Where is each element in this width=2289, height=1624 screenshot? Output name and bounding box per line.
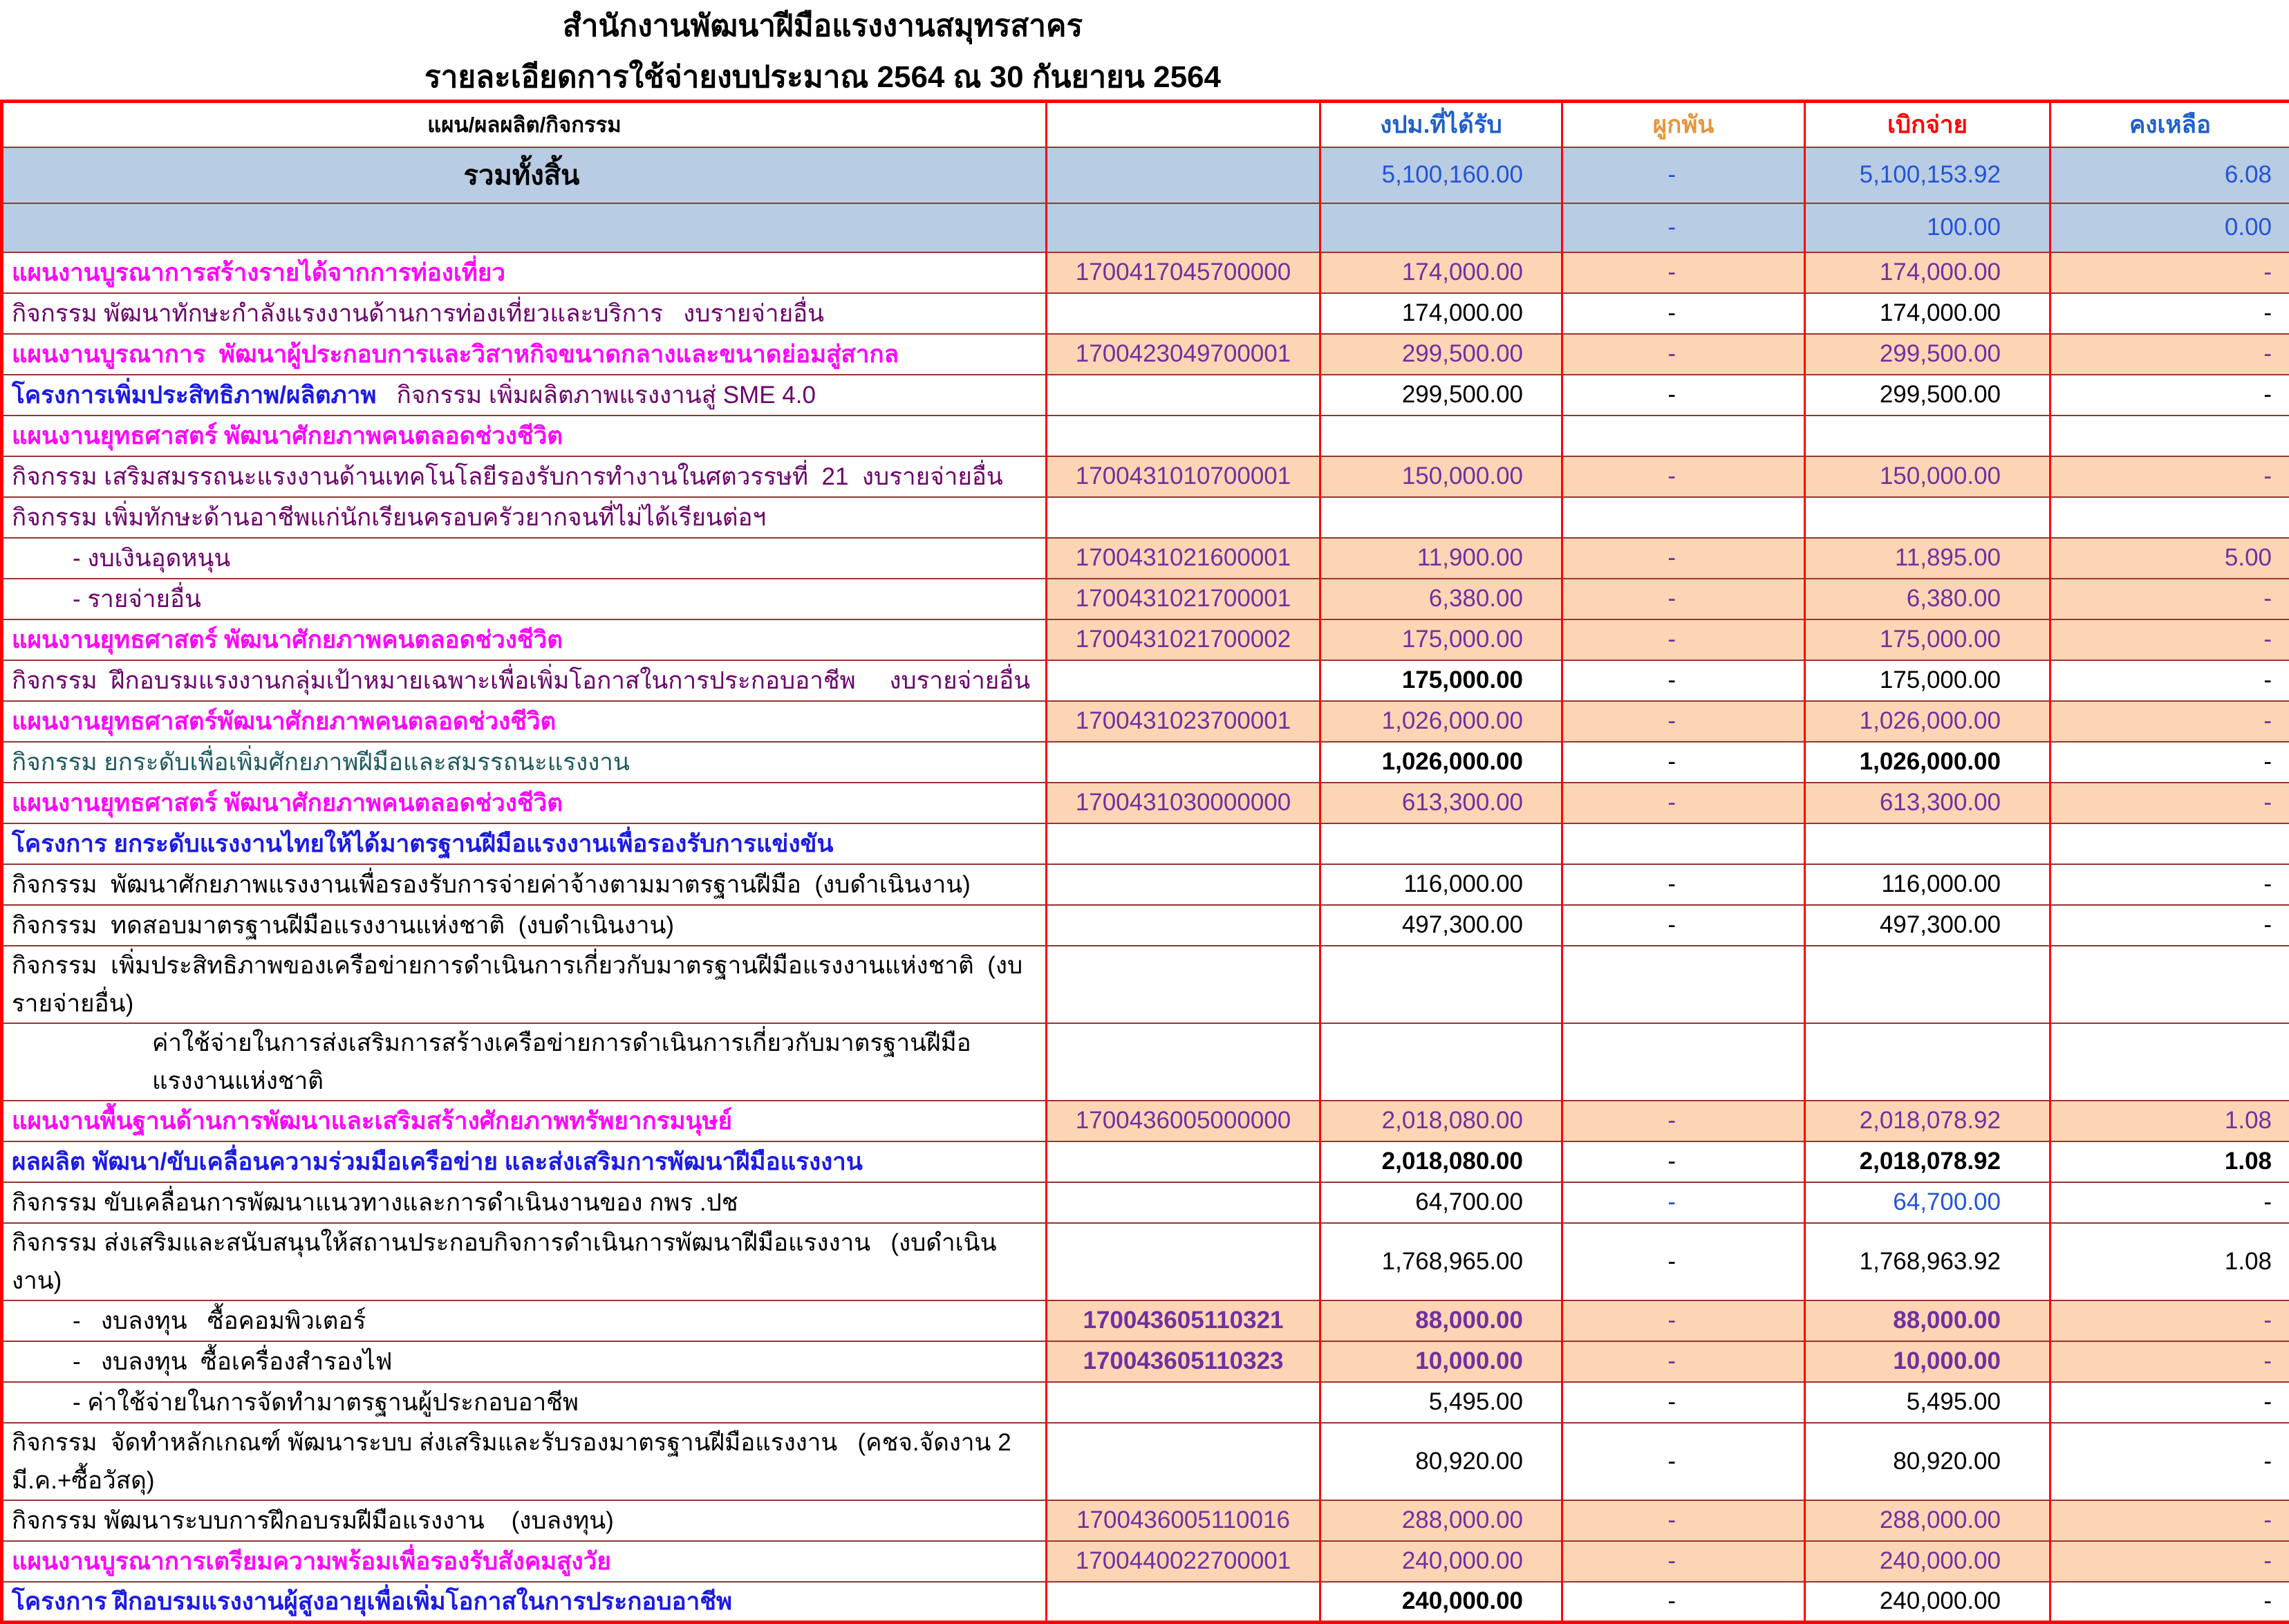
row-label: กิจกรรม เสริมสมรรถนะแรงงานด้านเทคโนโลยีรองรับการทำงานในศตวรรษที่ 21 งบรายจ่ายอื่น [12,463,1003,490]
row-label-cell [2,823,1047,864]
disb-cell: 299,500.00 [1805,334,2050,375]
row-label: แผนงานยุทธศาสตร์ พัฒนาศักยภาพคนตลอดช่วงชีวิต [12,422,563,449]
rem-cell: - [2050,1300,2289,1341]
comm-cell: - [1562,1541,1805,1582]
row-label: - ค่าใช้จ่ายในการจัดทำมาตรฐานผู้ประกอบอาชีพ [73,1389,579,1416]
recv-cell: 1,026,000.00 [1320,701,1562,742]
activity-code-cell: 1700436005000000 [1047,1101,1320,1141]
row-label-cell [2,1141,1047,1182]
disb-cell [1805,823,2050,864]
recv-cell: 5,495.00 [1320,1382,1562,1423]
activity-code-cell [1047,147,1320,203]
rem-cell: - [2050,1382,2289,1423]
row-label-cell [2,660,1047,701]
row-label: กิจกรรม พัฒนาทักษะกำลังแรงงานด้านการท่องเที่ยวและบริการ งบรายจ่ายอื่น [12,300,824,327]
comm-cell: - [1562,252,1805,293]
row-label: - งบเงินอุดหนุน [73,545,230,572]
activity-code-cell: 170043605110321 [1047,1300,1320,1341]
recv-cell [1320,1023,1562,1101]
recv-cell: 10,000.00 [1320,1341,1562,1382]
row-label: กิจกรรม จัดทำหลักเกณฑ์ พัฒนาระบบ ส่งเสริมและรับรองมาตรฐานฝีมือแรงงาน (คชจ.จัดงาน 2 มี.ค.+ซื้อวัสดุ) [12,1429,1018,1494]
row-label-cell [2,1182,1047,1223]
row-label: แผนงานบูรณาการเตรียมความพร้อมเพื่อรองรับสังคมสูงวัย [12,1548,611,1575]
table-row [2,1341,2289,1382]
disb-cell [1805,497,2050,538]
row-label: กิจกรรม ฝึกอบรมแรงงานกลุ่มเป้าหมายเฉพาะเพื่อเพิ่มโอกาสในการประกอบอาชีพ งบรายจ่ายอื่น [12,667,1030,694]
comm-cell: - [1562,579,1805,619]
table-row [2,783,2289,823]
comm-cell: - [1562,1223,1805,1300]
rem-cell: - [2050,1582,2289,1623]
row-label-cell [2,1023,1047,1101]
recv-cell: 1,768,965.00 [1320,1223,1562,1300]
recv-cell: 88,000.00 [1320,1300,1562,1341]
recv-cell: 497,300.00 [1320,905,1562,946]
rem-cell: - [2050,1423,2289,1500]
table-row [2,375,2289,416]
rem-cell: - [2050,1500,2289,1541]
disb-cell: 5,495.00 [1805,1382,2050,1423]
rem-cell [2050,823,2289,864]
activity-code-cell [1047,1423,1320,1500]
disb-cell: 174,000.00 [1805,293,2050,334]
activity-code-cell [1047,905,1320,946]
comm-cell [1562,823,1805,864]
table-row [2,334,2289,375]
disb-cell: 6,380.00 [1805,579,2050,619]
row-label: กิจกรรม ทดสอบมาตรฐานฝีมือแรงงานแห่งชาติ (งบดำเนินงาน) [12,912,674,939]
row-label-cell [2,1101,1047,1141]
table-row [2,1382,2289,1423]
comm-cell: - [1562,619,1805,660]
comm-cell: - [1562,1423,1805,1500]
recv-cell: 240,000.00 [1320,1541,1562,1582]
table-row [2,203,2289,252]
rem-cell [2050,416,2289,456]
disb-cell: 1,026,000.00 [1805,701,2050,742]
activity-code-cell [1047,823,1320,864]
disb-cell: 11,895.00 [1805,538,2050,579]
rem-cell: 5.00 [2050,538,2289,579]
activity-code-cell [1047,203,1320,252]
table-row [2,742,2289,783]
table-row [2,905,2289,946]
rem-cell: - [2050,701,2289,742]
rem-cell [2050,1023,2289,1101]
row-label-cell [2,252,1047,293]
disb-cell: 175,000.00 [1805,619,2050,660]
recv-cell: 240,000.00 [1320,1582,1562,1623]
disb-cell: 497,300.00 [1805,905,2050,946]
comm-cell: - [1562,1141,1805,1182]
recv-cell: 116,000.00 [1320,864,1562,905]
recv-cell: 80,920.00 [1320,1423,1562,1500]
activity-code-cell [1047,660,1320,701]
activity-code-cell [1047,1582,1320,1623]
activity-code-cell: 1700431010700001 [1047,456,1320,497]
rem-cell: - [2050,579,2289,619]
row-label: แผนงานยุทธศาสตร์ พัฒนาศักยภาพคนตลอดช่วงชีวิต [12,790,563,816]
comm-cell: - [1562,1101,1805,1141]
activity-code-cell: 1700431021700002 [1047,619,1320,660]
activity-code-cell: 1700440022700001 [1047,1541,1320,1582]
recv-cell: 299,500.00 [1320,334,1562,375]
rem-cell: - [2050,742,2289,783]
table-row [2,1141,2289,1182]
activity-code-cell: 1700417045700000 [1047,252,1320,293]
rem-cell: - [2050,783,2289,823]
row-label-cell [2,1341,1047,1382]
row-label: กิจกรรม พัฒนาศักยภาพแรงงานเพื่อรองรับการจ่ายค่าจ้างตามมาตรฐานฝีมือ (งบดำเนินงาน) [12,871,971,898]
row-label-cell [2,497,1047,538]
row-label: แผนงานบูรณาการ พัฒนาผู้ประกอบการและวิสาหกิจขนาดกลางและขนาดย่อมสู่สากล [12,341,899,368]
rem-cell: - [2050,456,2289,497]
disb-cell: 299,500.00 [1805,375,2050,416]
disb-cell: 1,768,963.92 [1805,1223,2050,1300]
disb-cell: 100.00 [1805,203,2050,252]
comm-cell: - [1562,905,1805,946]
row-label-cell [2,456,1047,497]
disb-cell: 80,920.00 [1805,1423,2050,1500]
header-remaining: คงเหลือ [2050,102,2289,147]
header-committed: ผูกพัน [1562,102,1805,147]
activity-code-cell [1047,497,1320,538]
row-label: รวมทั้งสิ้น [464,160,580,191]
disb-cell: 116,000.00 [1805,864,2050,905]
disb-cell: 10,000.00 [1805,1341,2050,1382]
activity-code-cell [1047,1182,1320,1223]
disb-cell: 5,100,153.92 [1805,147,2050,203]
rem-cell: 0.00 [2050,203,2289,252]
row-label: - งบลงทุน ซื้อเครื่องสำรองไฟ [73,1348,393,1375]
table-row [2,701,2289,742]
comm-cell: - [1562,1341,1805,1382]
activity-code-cell [1047,375,1320,416]
row-label: ผลผลิต พัฒนา/ขับเคลื่อนความร่วมมือเครือข่าย และส่งเสริมการพัฒนาฝีมือแรงงาน [12,1148,863,1175]
activity-code-cell [1047,1023,1320,1101]
disb-cell: 240,000.00 [1805,1541,2050,1582]
row-label-cell [2,1223,1047,1300]
activity-code-cell [1047,293,1320,334]
recv-cell: 288,000.00 [1320,1500,1562,1541]
disb-cell: 2,018,078.92 [1805,1101,2050,1141]
comm-cell: - [1562,375,1805,416]
rem-cell: 6.08 [2050,147,2289,203]
row-label-cell [2,293,1047,334]
row-label: แผนงานพื้นฐานด้านการพัฒนาและเสริมสร้างศักยภาพทรัพยากรมนุษย์ [12,1108,732,1135]
activity-code-cell: 1700431021600001 [1047,538,1320,579]
report-title-line1: สำนักงานพัฒนาฝีมือแรงงานสมุทรสาคร [0,11,1645,41]
rem-cell: 1.08 [2050,1141,2289,1182]
row-label-cell [2,1541,1047,1582]
table-row [2,293,2289,334]
table-row [2,660,2289,701]
header-budget-received: งปม.ที่ได้รับ [1320,102,1562,147]
comm-cell: - [1562,1582,1805,1623]
row-label: ค่าใช้จ่ายในการส่งเสริมการสร้างเครือข่ายการดำเนินการเกี่ยวกับมาตรฐานฝีมือแรงงานแห่งชาติ [152,1029,971,1094]
row-label-cell [2,701,1047,742]
budget-table [0,100,2289,1624]
comm-cell: - [1562,538,1805,579]
table-row [2,864,2289,905]
row-label-cell [2,1300,1047,1341]
row-label-cell [2,946,1047,1023]
recv-cell: 2,018,080.00 [1320,1101,1562,1141]
table-row [2,823,2289,864]
header-code-column [1047,102,1320,147]
activity-code-cell: 1700431021700001 [1047,579,1320,619]
rem-cell [2050,946,2289,1023]
disb-cell: 240,000.00 [1805,1582,2050,1623]
row-label: โครงการ ฝึกอบรมแรงงานผู้สูงอายุเพื่อเพิ่มโอกาสในการประกอบอาชีพ [12,1588,732,1615]
activity-code-cell [1047,864,1320,905]
comm-cell: - [1562,783,1805,823]
disb-cell [1805,1023,2050,1101]
activity-code-cell [1047,416,1320,456]
recv-cell: 175,000.00 [1320,619,1562,660]
comm-cell: - [1562,203,1805,252]
rem-cell: - [2050,864,2289,905]
rem-cell: - [2050,619,2289,660]
row-label-cell [2,203,1047,252]
comm-cell: - [1562,456,1805,497]
table-row [2,1182,2289,1223]
row-label-cell [2,1382,1047,1423]
table-row [2,1223,2289,1300]
comm-cell: - [1562,1382,1805,1423]
recv-cell: 2,018,080.00 [1320,1141,1562,1182]
activity-code-cell [1047,946,1320,1023]
row-label: กิจกรรม เพิ่มประสิทธิภาพของเครือข่ายการดำเนินการเกี่ยวกับมาตรฐานฝีมือแรงงานแห่งชาติ (งบรายจ่ายอื่น) [12,952,1022,1017]
rem-cell: 1.08 [2050,1101,2289,1141]
table-row [2,1500,2289,1541]
table-row [2,497,2289,538]
recv-cell: 64,700.00 [1320,1182,1562,1223]
recv-cell [1320,416,1562,456]
activity-code-cell: 1700431023700001 [1047,701,1320,742]
table-row [2,538,2289,579]
row-label: แผนงานบูรณาการสร้างรายได้จากการท่องเที่ยว [12,259,505,286]
disb-cell: 88,000.00 [1805,1300,2050,1341]
row-label: กิจกรรม พัฒนาระบบการฝึกอบรมฝีมือแรงงาน (งบลงทุน) [12,1507,614,1534]
activity-code-cell [1047,1141,1320,1182]
table-row [2,1423,2289,1500]
row-label-cell [2,905,1047,946]
row-label: โครงการเพิ่มประสิทธิภาพ/ผลิตภาพ [12,382,376,409]
rem-cell [2050,497,2289,538]
row-label: กิจกรรม ขับเคลื่อนการพัฒนาแนวทางและการดำเนินงานของ กพร .ปช [12,1189,738,1216]
comm-cell: - [1562,660,1805,701]
recv-cell: 6,380.00 [1320,579,1562,619]
row-label-cell [2,147,1047,203]
row-label: แผนงานยุทธศาสตร์ พัฒนาศักยภาพคนตลอดช่วงชีวิต [12,626,563,653]
header-plan-column: แผน/ผลผลิต/กิจกรรม [2,102,1047,147]
rem-cell: - [2050,660,2289,701]
comm-cell: - [1562,1500,1805,1541]
table-row [2,416,2289,456]
disb-cell: 288,000.00 [1805,1500,2050,1541]
table-row [2,1023,2289,1101]
table-row [2,1300,2289,1341]
report-title-block [0,0,1645,93]
comm-cell: - [1562,1182,1805,1223]
comm-cell [1562,946,1805,1023]
comm-cell: - [1562,1300,1805,1341]
row-label: โครงการ ยกระดับแรงงานไทยให้ได้มาตรฐานฝีมือแรงงานเพื่อรองรับการแข่งขัน [12,830,833,857]
comm-cell [1562,1023,1805,1101]
recv-cell: 299,500.00 [1320,375,1562,416]
table-row [2,579,2289,619]
row-label: กิจกรรม เพิ่มผลิตภาพแรงงานสู่ SME 4.0 [376,382,815,409]
table-row [2,619,2289,660]
disb-cell: 174,000.00 [1805,252,2050,293]
row-label-cell [2,375,1047,416]
activity-code-cell: 1700431030000000 [1047,783,1320,823]
recv-cell: 1,026,000.00 [1320,742,1562,783]
recv-cell: 175,000.00 [1320,660,1562,701]
table-row [2,1101,2289,1141]
table-body [2,147,2289,1623]
recv-cell [1320,203,1562,252]
comm-cell [1562,497,1805,538]
row-label: - งบลงทุน ซื้อคอมพิวเตอร์ [73,1307,366,1334]
recv-cell: 174,000.00 [1320,252,1562,293]
activity-code-cell [1047,742,1320,783]
row-label-cell [2,742,1047,783]
rem-cell: - [2050,252,2289,293]
rem-cell: - [2050,1182,2289,1223]
row-label-cell [2,1500,1047,1541]
rem-cell: - [2050,1341,2289,1382]
row-label-cell [2,619,1047,660]
rem-cell: - [2050,293,2289,334]
disb-cell [1805,416,2050,456]
activity-code-cell: 1700436005110016 [1047,1500,1320,1541]
header-disbursed: เบิกจ่าย [1805,102,2050,147]
row-label-cell [2,1423,1047,1500]
comm-cell: - [1562,293,1805,334]
rem-cell: - [2050,334,2289,375]
disb-cell: 175,000.00 [1805,660,2050,701]
activity-code-cell [1047,1382,1320,1423]
table-header-row [2,102,2289,147]
disb-cell: 613,300.00 [1805,783,2050,823]
row-label: กิจกรรม เพิ่มทักษะด้านอาชีพแก่นักเรียนครอบครัวยากจนที่ไม่ได้เรียนต่อฯ [12,504,766,531]
recv-cell: 150,000.00 [1320,456,1562,497]
row-label: กิจกรรม ส่งเสริมและสนับสนุนให้สถานประกอบกิจการดำเนินการพัฒนาฝีมือแรงงาน (งบดำเนินงาน) [12,1229,997,1294]
table-row [2,456,2289,497]
disb-cell: 150,000.00 [1805,456,2050,497]
recv-cell: 174,000.00 [1320,293,1562,334]
table-row [2,147,2289,203]
table-row [2,1541,2289,1582]
disb-cell [1805,946,2050,1023]
row-label-cell [2,579,1047,619]
recv-cell: 5,100,160.00 [1320,147,1562,203]
recv-cell [1320,823,1562,864]
rem-cell: - [2050,1541,2289,1582]
disb-cell: 1,026,000.00 [1805,742,2050,783]
table-row [2,1582,2289,1623]
comm-cell: - [1562,742,1805,783]
table-row [2,946,2289,1023]
rem-cell: 1.08 [2050,1223,2289,1300]
rem-cell: - [2050,905,2289,946]
recv-cell [1320,497,1562,538]
row-label-cell [2,1582,1047,1623]
recv-cell: 613,300.00 [1320,783,1562,823]
rem-cell: - [2050,375,2289,416]
comm-cell: - [1562,701,1805,742]
row-label: กิจกรรม ยกระดับเพื่อเพิ่มศักยภาพฝีมือและสมรรถนะแรงงาน [12,749,630,776]
row-label: - รายจ่ายอื่น [73,586,201,613]
row-label: แผนงานยุทธศาสตร์พัฒนาศักยภาพคนตลอดช่วงชีวิต [12,708,556,735]
recv-cell: 11,900.00 [1320,538,1562,579]
activity-code-cell: 1700423049700001 [1047,334,1320,375]
table-row [2,252,2289,293]
row-label-cell [2,864,1047,905]
comm-cell: - [1562,864,1805,905]
comm-cell: - [1562,334,1805,375]
activity-code-cell [1047,1223,1320,1300]
row-label-cell [2,334,1047,375]
disb-cell: 2,018,078.92 [1805,1141,2050,1182]
row-label-cell [2,416,1047,456]
activity-code-cell: 170043605110323 [1047,1341,1320,1382]
row-label-cell [2,538,1047,579]
comm-cell: - [1562,147,1805,203]
report-title-line2: รายละเอียดการใช้จ่ายงบประมาณ 2564 ณ 30 กันยายน 2564 [0,62,1645,93]
comm-cell [1562,416,1805,456]
row-label-cell [2,783,1047,823]
disb-cell: 64,700.00 [1805,1182,2050,1223]
recv-cell [1320,946,1562,1023]
